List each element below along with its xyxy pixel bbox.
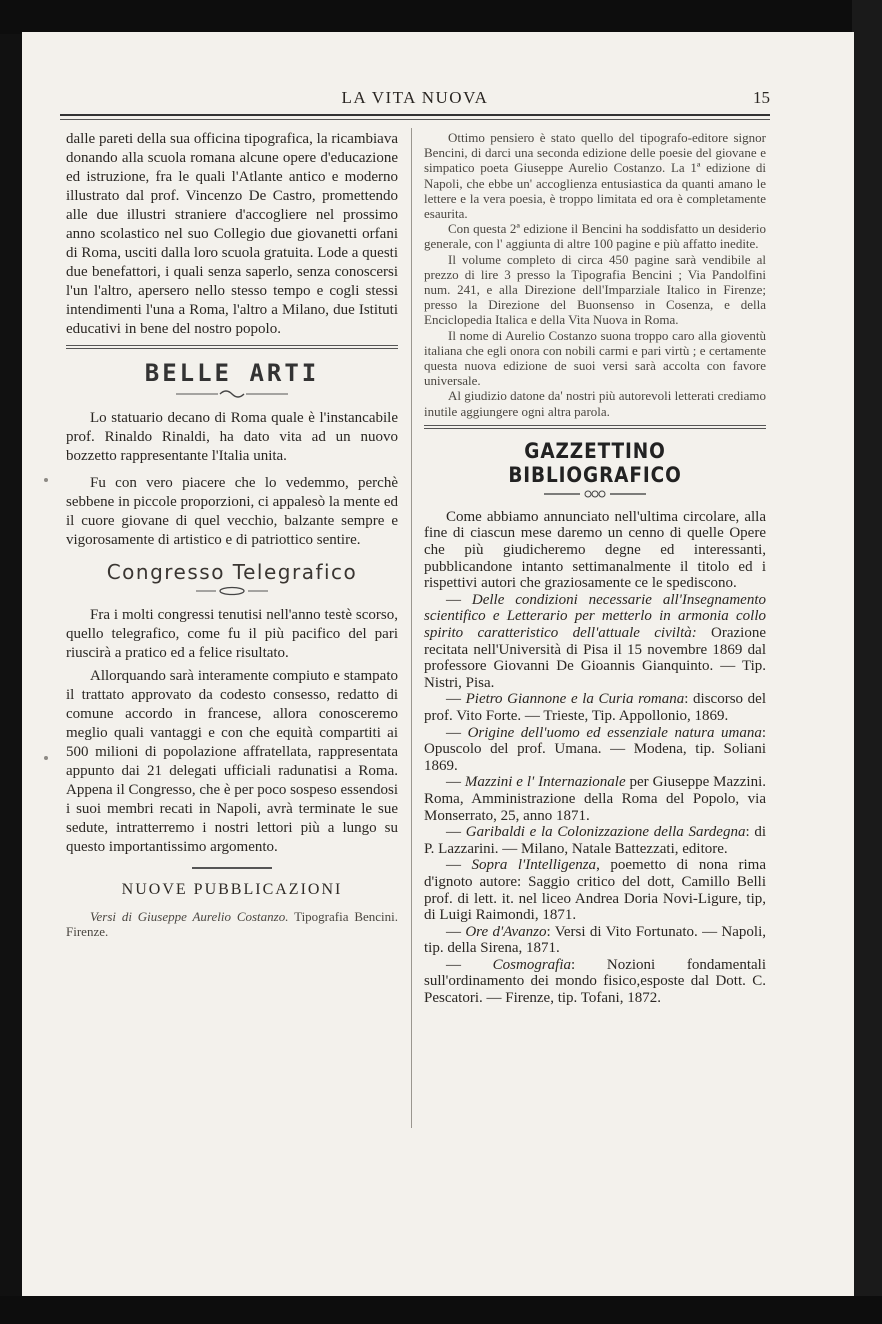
- column-divider: [411, 128, 412, 1128]
- entry-title: Sopra l'Intelligenza: [471, 857, 597, 874]
- review-paragraph-1: Ottimo pensiero è stato quello del tipografo-editore signor Bencini, di darci una seconda edizione delle poesie del giovane e simpatico poeta Giuseppe Aurelio Costanzo. La 1ª edizione di Napoli, che ebbe un' accoglienza entusiastica da quanti amano le lettere e la vera poesia, è troppo limitata ed ora è completamente esaurita.: [424, 130, 766, 222]
- entry-details: Tipografia Bencini. Firenze.: [66, 909, 399, 940]
- bibliography-entry: — Cosmografia: Nozioni fondamentali sull'ordinamento dei mondo fisico,esposte dal Dott. C. Pescatori. — Firenze, tip. Tofani, 1872.: [424, 956, 766, 1007]
- entry-title: Garibaldi e la Colonizzazione della Sardegna: [465, 824, 746, 841]
- entry-title: Pietro Giannone e la Curia romana: [465, 691, 685, 708]
- entry-title: Delle condizioni necessarie all'Insegnamento scientifico e Letterario per metterlo in armonia collo spirito caratteristico dell'attuale civiltà:: [424, 591, 767, 642]
- gazzettino-intro: Come abbiamo annunciato nell'ultima circolare, alla fine di ciascun mese daremo un cenno di quelle Opere che più giudicheremo degne ed interessanti, pubblicandone intanto settimanalmente il titolo ed i rispettivi autori che graziosamente ce le spediscono.: [424, 508, 766, 592]
- margin-speck: [44, 478, 48, 482]
- short-rule: [192, 867, 272, 869]
- scan-border-top: [0, 0, 882, 34]
- review-paragraph-2: Con questa 2ª edizione il Bencini ha soddisfatto un desiderio generale, con l' aggiunta di altre 100 pagine e più affatto inedite.: [424, 221, 766, 252]
- entry-details: : Opuscolo del prof. Umana. — Modena, tip. Soliani 1869.: [424, 724, 767, 774]
- bibliography-entry: — Sopra l'Intelligenza, poemetto di nona rima d'ignoto autore: Saggio critico del dott, Camillo Belli prof. di lett. it. nel liceo Andrea Doria Novi-Ligure, tip, di Luigi Raimondi, 1871.: [424, 857, 766, 924]
- ornament-divider: [172, 389, 292, 399]
- congresso-paragraph-2: Allorquando sarà interamente compiuto e stampato il trattato approvato da codesto consesso, redatto di comune accordo in francese, allora conosceremo meglio quali vantaggi e con che equità compartiti ai 500 milioni di popolazione affratellata, rappresentata appunto dai 21 delegati ufficiali radunatisi a Roma. Appena il Congresso, che è per poco sospeso essendosi i suoi membri recati in Napoli, avrà terminate le sue sedute, intratterremo i nostri lettori più a lungo su questo importantissimo argomento.: [66, 668, 399, 855]
- entry-details: : Nozioni fondamentali sull'ordinamento dei mondo fisico,esposte dal Dott. C. Pescatori. — Firenze, tip. Tofani, 1872.: [424, 956, 766, 1007]
- ornament-divider: [540, 489, 650, 499]
- running-title: LA VITA NUOVA: [341, 88, 489, 107]
- entry-details: : Versi di Vito Fortunato. — Napoli, tip. della Sirena, 1871.: [424, 923, 767, 957]
- page-number: 15: [753, 88, 770, 107]
- review-paragraph-5: Al giudizio datone da' nostri più autorevoli letterati crediamo inutile aggiungere ogni altra parola.: [424, 388, 766, 419]
- scan-border-bottom: [0, 1296, 882, 1324]
- belle-arti-paragraph-1: Lo statuario decano di Roma quale è l'instancabile prof. Rinaldo Rinaldi, ha dato vita ad un nuovo bozzetto rappresentante l'Italia unita.: [66, 410, 398, 464]
- entry-title: Ore d'Avanzo: [465, 923, 547, 940]
- intro-paragraph: dalle pareti della sua officina tipografica, la ricambiava donando alla scuola romana alcune opere d'educazione ed istruzione, fra le quali l'Atlante antico e moderno illustrato dal prof. Vincenzo De Castro, promettendo alle due illustri straniere d'accogliere nel prossimo anno scolastico nel suo Collegio due giovanetti orfani di Roma, usciti dalla loro scuola gratuita. Lode a questi due benefattori, i quali senza saperlo, senza conoscersi l'un l'altro, apersero nello stesso tempo e cogli stessi intendimenti l'una a Roma, l'altro a Milano, due Istituti educativi in bene del nostro popolo.: [66, 131, 398, 337]
- entry-details: : discorso del prof. Vito Forte. — Trieste, Tip. Appollonio, 1869.: [424, 691, 766, 724]
- entry-details: Orazione recitata nell'Università di Pisa il 15 novembre 1869 dal professore Giovanni De Gioannis Gianquinto. — Tip. Nistri, Pisa.: [424, 625, 766, 691]
- congresso-paragraph-1: Fra i molti congressi tenutisi nell'anno testè scorso, quello telegrafico, come fu il più pacifico del pari riuscirà a pratico ed a felice risultato.: [66, 607, 398, 661]
- congresso-title: Congresso Telegrafico: [106, 560, 358, 584]
- nuove-pubblicazioni-entry: [66, 909, 398, 939]
- header-rule: [60, 114, 770, 120]
- review-paragraph-4: Il nome di Aurelio Costanzo suona troppo caro alla gioventù italiana che egli onora con nobili carmi e pari virtù ; e certamente questa nuova edizione de suoi versi sarà accolta con favore universale.: [424, 327, 766, 389]
- scan-border-right: [852, 0, 882, 1324]
- entry-title: Versi di Giuseppe Aurelio Costanzo.: [90, 909, 289, 924]
- entry-details: per Giuseppe Mazzini. Roma, Amministrazione della Roma del Popolo, via Monserrato, 25, anno 1871.: [424, 774, 767, 824]
- belle-arti-paragraph-2: Fu con vero piacere che lo vedemmo, perchè sebbene in piccole proporzioni, ci appalesò la mente ed il cuore giovane di quel vecchio, balzante sempre e vigorosamente di artistico e di patriottico sentire.: [66, 475, 398, 548]
- nuove-pubblicazioni-title: NUOVE PUBBLICAZIONI: [121, 881, 343, 898]
- page-header: [60, 88, 770, 110]
- bibliography-entry: — Ore d'Avanzo: Versi di Vito Fortunato. — Napoli, tip. della Sirena, 1871.: [424, 923, 767, 957]
- entry-details: : di P. Lazzarini. — Milano, Natale Battezzati, editore.: [424, 824, 767, 857]
- bibliography-entry: — Delle condizioni necessarie all'Insegnamento scientifico e Letterario per metterlo in armonia collo spirito caratteristico dell'attuale civiltà: Orazione recitata nell'Università di Pisa il 15 novembre 1869 dal professore Giovanni De Gioannis Gianquinto. — Tip. Nistri, Pisa.: [424, 591, 767, 691]
- review-paragraph-3: Il volume completo di circa 450 pagine sarà vendibile al prezzo di lire 3 presso la Tipografia Bencini ; Via Pandolfini num. 241, e alla Direzione dell'Imparziale Italico in Firenze; presso la Direzione del Buonsenso in Cosenza, e della Enciclopedia Italica e della Vita Nuova in Roma.: [424, 251, 766, 328]
- bibliography-entry: — Mazzini e l' Internazionale per Giuseppe Mazzini. Roma, Amministrazione della Roma del Popolo, via Monserrato, 25, anno 1871.: [424, 774, 767, 824]
- entry-title: Mazzini e l' Internazionale: [464, 774, 626, 791]
- bibliography-entry: — Origine dell'uomo ed essenziale natura umana: Opuscolo del prof. Umana. — Modena, tip. Soliani 1869.: [424, 724, 767, 774]
- gazzettino-title: GAZZETTINO BIBLIOGRAFICO: [508, 438, 682, 487]
- right-column: [424, 130, 766, 1007]
- entry-details: , poemetto di nona rima d'ignoto autore: Saggio critico del dott, Camillo Belli prof. di lett. it. nel liceo Andrea Doria Novi-Ligure, tip, di Luigi Raimondi, 1871.: [424, 857, 766, 924]
- margin-speck: [44, 756, 48, 760]
- entry-title: Cosmografia: [492, 956, 572, 973]
- belle-arti-title: BELLE ARTI: [144, 359, 320, 387]
- section-rule: [66, 345, 398, 349]
- entry-title: Origine dell'uomo ed essenziale natura umana: [467, 724, 762, 741]
- ornament-divider: [192, 586, 272, 596]
- section-rule: [424, 425, 766, 429]
- bibliography-entry: — Garibaldi e la Colonizzazione della Sardegna: di P. Lazzarini. — Milano, Natale Battezzati, editore.: [424, 824, 767, 857]
- left-column: [66, 130, 398, 939]
- bibliography-entry: — Pietro Giannone e la Curia romana: discorso del prof. Vito Forte. — Trieste, Tip. Appollonio, 1869.: [424, 691, 766, 724]
